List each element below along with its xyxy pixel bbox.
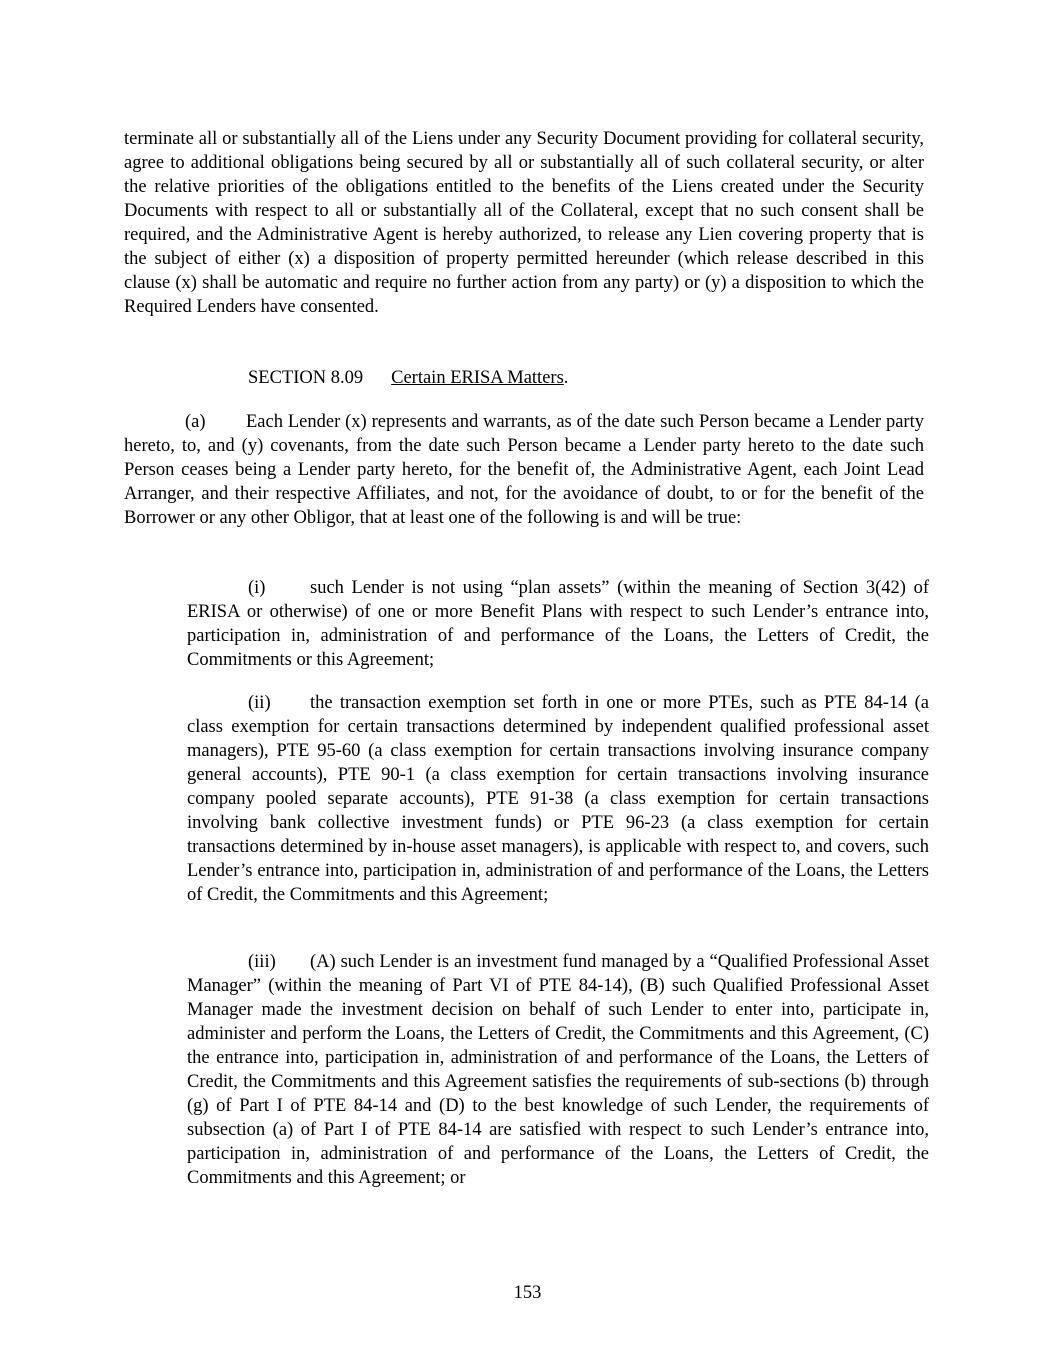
clause-a-text: Each Lender (x) represents and warrants, as of the date such Person became a Lender party hereto, to, and (y) covenants, from the date such Person became a Lender party hereto to the date such Person ceases being a Lender party hereto, for the benefit of, the Administrative Agent, each Joint Lead Arranger, and their respective Affiliates, and not, for the avoidance of doubt, to or for the benefit of the Borrower or any other Obligor, that at least one of the following is and will be true: <box>124 412 924 528</box>
clause-iii-paragraph <box>187 950 929 1190</box>
clause-iii-label: (iii) <box>248 952 276 972</box>
clause-iii-text: (A) such Lender is an investment fund managed by a “Qualified Professional Asset Manager” (within the meaning of Part VI of PTE 84-14), (B) such Qualified Professional Asset Manager made the investment decision on behalf of such Lender to enter into, participate in, administer and perform the Loans, the Letters of Credit, the Commitments and this Agreement, (C) the entrance into, participation in, administration of and performance of the Loans, the Letters of Credit, the Commitments and this Agreement satisfies the requirements of sub-sections (b) through (g) of Part I of PTE 84-14 and (D) to the best knowledge of such Lender, the requirements of subsection (a) of Part I of PTE 84-14 are satisfied with respect to such Lender’s entrance into, participation in, administration of and performance of the Loans, the Letters of Credit, the Commitments and this Agreement; or <box>187 952 929 1188</box>
page-number: 153 <box>513 1283 542 1303</box>
section-heading <box>248 366 568 390</box>
continuation-paragraph: terminate all or substantially all of the Liens under any Security Document providing for collateral security, agree to additional obligations being secured by all or substantially all of such collateral security, or alter the relative priorities of the obligations entitled to the benefits of the Liens created under the Security Documents with respect to all or substantially all of the Collateral, except that no such consent shall be required, and the Administrative Agent is hereby authorized, to release any Lien covering property that is the subject of either (x) a disposition of property permitted hereunder (which release described in this clause (x) shall be automatic and require no further action from any party) or (y) a disposition to which the Required Lenders have consented. <box>124 129 924 317</box>
section-title: Certain ERISA Matters <box>391 368 564 388</box>
clause-ii-label: (ii) <box>248 693 271 713</box>
clause-i-label: (i) <box>248 578 266 598</box>
clause-ii-text: the transaction exemption set forth in one or more PTEs, such as PTE 84-14 (a class exemption for certain transactions determined by independent qualified professional asset managers), PTE 95-60 (a class exemption for certain transactions involving insurance company general accounts), PTE 90-1 (a class exemption for certain transactions involving insurance company pooled separate accounts), PTE 91-38 (a class exemption for certain transactions involving bank collective investment funds) or PTE 96-23 (a class exemption for certain transactions determined by in-house asset managers), is applicable with respect to, and covers, such Lender’s entrance into, participation in, administration of and performance of the Loans, the Letters of Credit, the Commitments and this Agreement; <box>187 693 929 905</box>
section-number: SECTION 8.09 <box>248 368 364 388</box>
clause-ii-paragraph <box>187 691 929 907</box>
clause-a-paragraph <box>124 410 924 530</box>
clause-i-text: such Lender is not using “plan assets” (within the meaning of Section 3(42) of ERISA or otherwise) of one or more Benefit Plans with respect to such Lender’s entrance into, participation in, administration of and performance of the Loans, the Letters of Credit, the Commitments or this Agreement; <box>187 578 929 670</box>
clause-i-paragraph <box>187 576 929 672</box>
clause-a-label: (a) <box>185 412 206 432</box>
section-heading-gap <box>363 366 391 390</box>
section-title-period: . <box>563 368 569 388</box>
